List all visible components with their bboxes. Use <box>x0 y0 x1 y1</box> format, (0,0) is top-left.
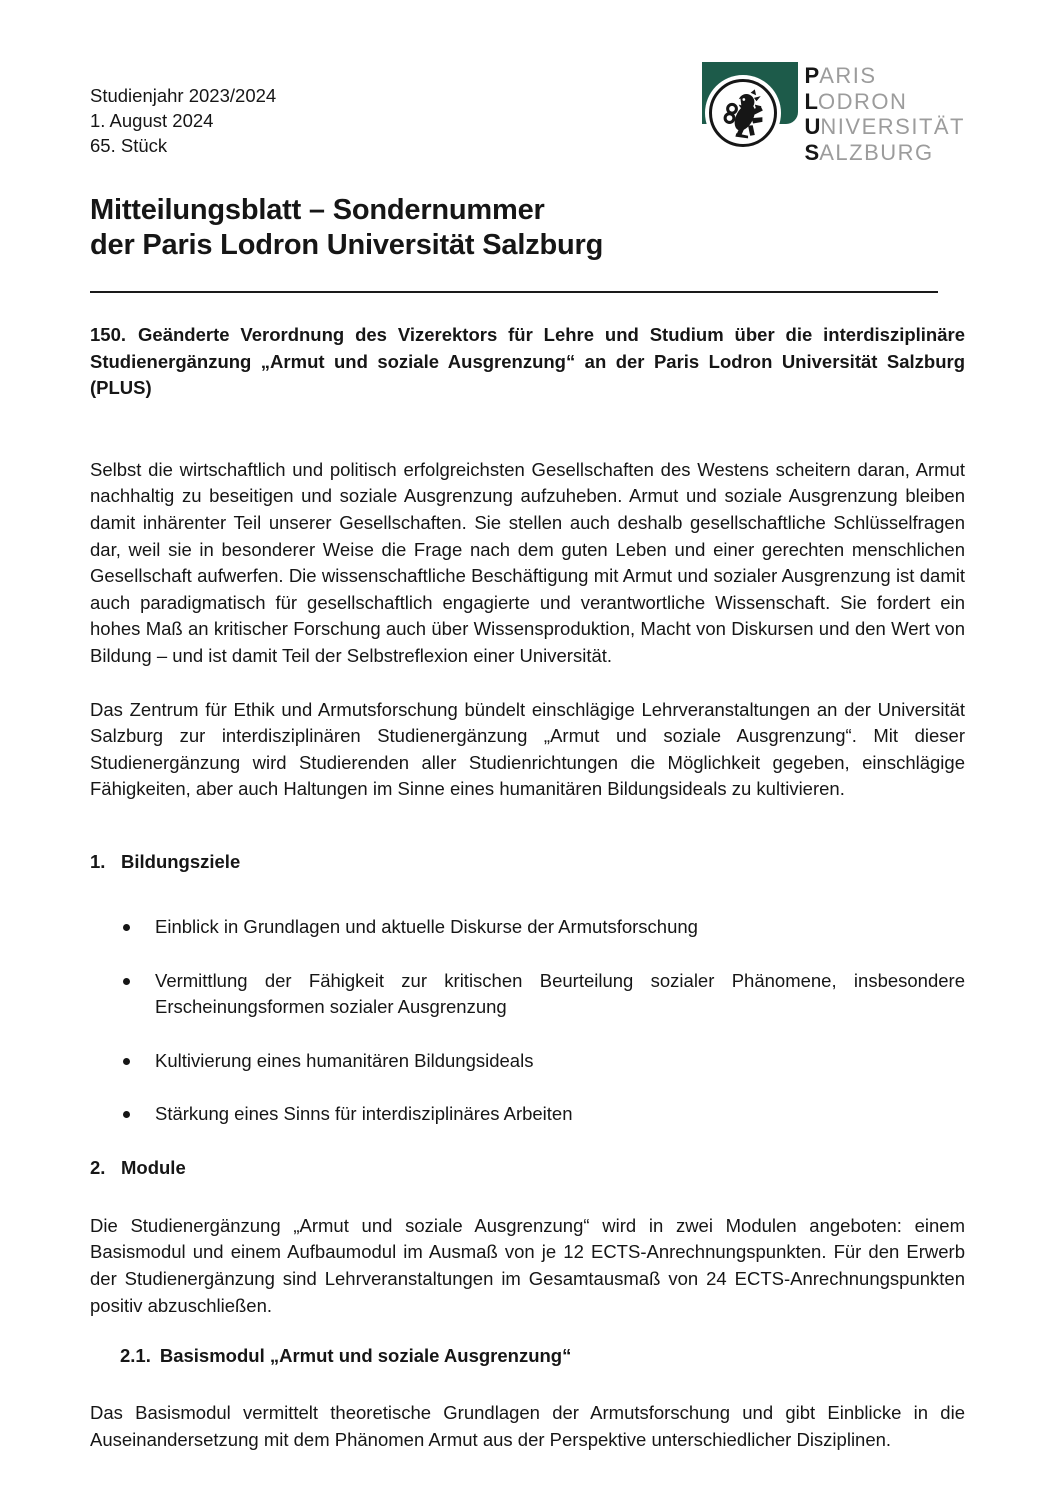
subsection-2-1-title: Basismodul „Armut und soziale Ausgrenzung“ <box>159 1345 572 1367</box>
issue-date: 1. August 2024 <box>90 110 214 131</box>
section-1-number: 1. <box>90 850 106 872</box>
subsection-2-1-number: 2.1. <box>120 1345 151 1367</box>
decree-text: Geänderte Verordnung des Vizerektors für Lehre und Studium über die interdisziplinäre Studienergänzung „Armut und soziale Ausgrenzung“ an der Paris Lodron Universität Salzburg (PLUS) <box>90 324 965 399</box>
wordmark-line-lodron: LODRON <box>804 88 908 114</box>
intro-paragraph-2: Das Zentrum für Ethik und Armutsforschung bündelt einschlägige Lehrveranstaltungen an der Universität Salzburg zur interdisziplinären Studienergänzung „Armut und soziale Ausgrenzung“. Mit dieser Studienergänzung wird Studierenden aller Studienrichtungen die Möglichkeit gegeben, einschlägige Fähigkeiten, aber auch Haltungen im Sinne eines humanitären Bildungsideals zu kultivieren. <box>90 698 965 800</box>
wordmark-line-salzburg: SALZBURG <box>804 139 934 165</box>
section-1-title: Bildungsziele <box>121 850 241 872</box>
document-title <box>90 193 965 263</box>
university-seal <box>709 79 777 147</box>
bildungsziele-list <box>90 914 965 1128</box>
bullet-icon <box>123 924 130 931</box>
module-paragraph: Die Studienergänzung „Armut und soziale Ausgrenzung“ wird in zwei Modulen angeboten: einem Basismodul und einem Aufbaumodul im Ausmaß von je 12 ECTS-Anrechnungspunkten. Für den Erwerb der Studienergänzung sind Lehrveranstaltungen im Gesamtausmaß von 24 ECTS-Anrechnungspunkten positiv abzuschließen. <box>90 1214 965 1316</box>
study-year: Studienjahr 2023/2024 <box>90 85 277 106</box>
lion-emblem-icon <box>716 86 770 140</box>
list-item <box>155 914 965 941</box>
list-item <box>155 1101 965 1128</box>
section-2-heading <box>90 1155 965 1181</box>
list-item <box>155 1048 965 1075</box>
bullet-text: Kultivierung eines humanitären Bildungsideals <box>155 1049 534 1071</box>
plus-wordmark <box>805 62 965 165</box>
decree-heading <box>90 322 965 402</box>
page-header <box>90 0 965 165</box>
basismodul-paragraph: Das Basismodul vermittelt theoretische Grundlagen der Armutsforschung und gibt Einblicke in die Auseinandersetzung mit dem Phänomen Armut aus der Perspektive unterschiedlicher Disziplinen. <box>90 1402 965 1450</box>
bullet-text: Vermittlung der Fähigkeit zur kritischen Beurteilung sozialer Phänomene, insbesondere Erscheinungsformen sozialer Ausgrenzung <box>155 969 965 1018</box>
title-line-1: Mitteilungsblatt – Sondernummer <box>90 194 545 226</box>
title-divider <box>90 291 938 293</box>
bullet-icon <box>123 1058 130 1065</box>
bullet-icon <box>123 1111 130 1118</box>
plus-university-logo <box>702 62 965 165</box>
subsection-2-1-heading <box>120 1343 965 1369</box>
section-1-heading <box>90 849 965 875</box>
title-line-2: der Paris Lodron Universität Salzburg <box>90 229 604 261</box>
issue-meta <box>90 62 276 158</box>
wordmark-line-paris: PARIS <box>804 63 877 88</box>
bullet-icon <box>123 978 130 985</box>
bullet-text: Stärkung eines Sinns für interdisziplinäres Arbeiten <box>155 1103 573 1125</box>
wordmark-line-universitaet: UNIVERSITÄT <box>804 114 965 139</box>
list-item <box>155 968 965 1021</box>
plus-logo-mark <box>702 62 805 164</box>
issue-number: 65. Stück <box>90 135 168 156</box>
section-2-number: 2. <box>90 1156 106 1178</box>
decree-number: 150. <box>90 324 127 345</box>
bullet-text: Einblick in Grundlagen und aktuelle Diskurse der Armutsforschung <box>155 915 698 937</box>
intro-paragraph-1: Selbst die wirtschaftlich und politisch erfolgreichsten Gesellschaften des Westens scheitern daran, Armut nachhaltig zu beseitigen und soziale Ausgrenzung aufzuheben. Armut und soziale Ausgrenzung bleiben damit inhärenter Teil unserer Gesellschaften. Sie stellen auch deshalb gesellschaftliche Schlüsselfragen dar, weil sie in besonderer Weise die Frage nach dem guten Leben und einer gerechten menschlichen Gesellschaft aufwerfen. Die wissenschaftliche Beschäftigung mit Armut und sozialer Ausgrenzung ist damit auch paradigmatisch für gesellschaftlich engagierte und verantwortliche Wissenschaft. Sie fordert ein hohes Maß an kritischer Forschung auch über Wissensproduktion, Macht von Diskursen und den Wert von Bildung – und ist damit Teil der Selbstreflexion einer Universität. <box>90 458 965 666</box>
section-2-title: Module <box>121 1156 186 1178</box>
